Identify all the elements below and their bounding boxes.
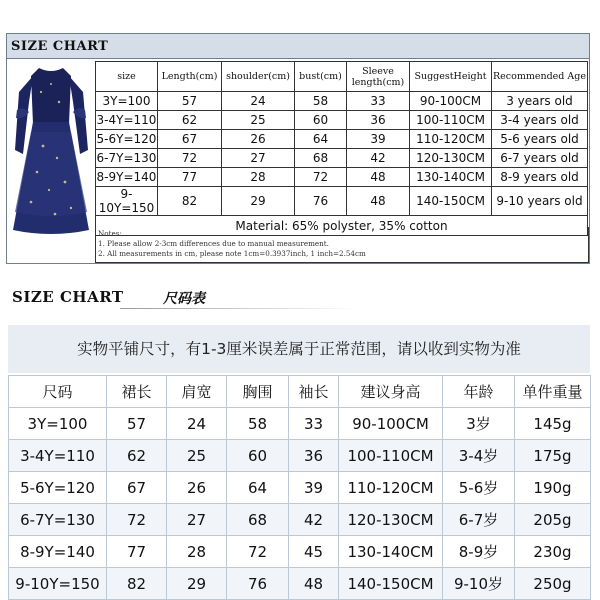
table-row [96, 130, 588, 149]
table-cell: 48 [347, 187, 410, 216]
table-row [9, 568, 591, 600]
table-cell: 145g [515, 408, 591, 440]
measurement-note: 实物平铺尺寸，有1-3厘米误差属于正常范围，请以收到实物为准 [8, 325, 590, 373]
table-cell: 3-4Y=110 [9, 440, 107, 472]
table-cell: 82 [158, 187, 222, 216]
table-cell: 39 [289, 472, 339, 504]
table-cell: 6-7Y=130 [9, 504, 107, 536]
table-row [9, 408, 591, 440]
table-cell: 140-150CM [339, 568, 443, 600]
table-cell: 36 [347, 111, 410, 130]
table-cell: 5-6Y=120 [96, 130, 158, 149]
table-cell: 24 [222, 92, 295, 111]
table-cell: 140-150CM [410, 187, 492, 216]
table-cell: 72 [295, 168, 347, 187]
table-cell: 100-110CM [339, 440, 443, 472]
table-cell: 48 [289, 568, 339, 600]
table-row [9, 536, 591, 568]
table-cell: 250g [515, 568, 591, 600]
table-cell: 60 [295, 111, 347, 130]
table-cell: 8-9Y=140 [96, 168, 158, 187]
col-header: Sleeve length(cm) [347, 62, 410, 92]
notes-heading: Notes: [98, 229, 122, 238]
table-cell: 48 [347, 168, 410, 187]
table-cell: 6-7Y=130 [96, 149, 158, 168]
table-cell: 24 [167, 408, 227, 440]
table-cell: 6-7 years old [492, 149, 588, 168]
col-header: size [96, 62, 158, 92]
table-cell: 130-140CM [339, 536, 443, 568]
table-cell: 8-9岁 [443, 536, 515, 568]
col-header: 尺码 [9, 376, 107, 408]
table-cell: 58 [295, 92, 347, 111]
table-cell: 130-140CM [410, 168, 492, 187]
table-cell: 3Y=100 [9, 408, 107, 440]
table-cell: 205g [515, 504, 591, 536]
table-cell: 27 [222, 149, 295, 168]
table-cell: 120-130CM [339, 504, 443, 536]
table-cell: 8-9Y=140 [9, 536, 107, 568]
table-cell: 72 [158, 149, 222, 168]
material-info: Material: 65% polyster, 35% cotton [96, 216, 588, 236]
table-row [9, 472, 591, 504]
note-line: 1. Please allow 2-3cm differences due to manual measurement. [98, 239, 329, 248]
table-cell: 67 [107, 472, 167, 504]
table-row [9, 440, 591, 472]
table-cell: 62 [158, 111, 222, 130]
table-cell: 77 [107, 536, 167, 568]
table-cell: 9-10Y=150 [96, 187, 158, 216]
col-header: Recommended Age [492, 62, 588, 92]
table-row [9, 504, 591, 536]
col-header: bust(cm) [295, 62, 347, 92]
table-header-row [9, 376, 591, 408]
table-cell: 33 [347, 92, 410, 111]
table-cell: 42 [289, 504, 339, 536]
table-cell: 190g [515, 472, 591, 504]
table-cell: 60 [227, 440, 289, 472]
table-cell: 33 [289, 408, 339, 440]
table-cell: 77 [158, 168, 222, 187]
col-header: 单件重量 [515, 376, 591, 408]
table-cell: 57 [158, 92, 222, 111]
table-cell: 28 [167, 536, 227, 568]
col-header: Length(cm) [158, 62, 222, 92]
table-cell: 110-120CM [339, 472, 443, 504]
table-cell: 62 [107, 440, 167, 472]
table-cell: 64 [295, 130, 347, 149]
table-cell: 28 [222, 168, 295, 187]
header-divider [120, 308, 360, 309]
table-row [96, 187, 588, 216]
table-cell: 25 [167, 440, 227, 472]
table-cell: 110-120CM [410, 130, 492, 149]
table-cell: 5-6 years old [492, 130, 588, 149]
english-size-chart [6, 33, 590, 264]
table-cell: 6-7岁 [443, 504, 515, 536]
table-cell: 82 [107, 568, 167, 600]
chinese-size-chart [8, 325, 590, 593]
table-row [96, 111, 588, 130]
table-cell: 72 [107, 504, 167, 536]
chinese-size-table [8, 375, 591, 600]
table-cell: 45 [289, 536, 339, 568]
table-cell: 76 [295, 187, 347, 216]
col-header: 胸围 [227, 376, 289, 408]
col-header: 年龄 [443, 376, 515, 408]
table-cell: 3 years old [492, 92, 588, 111]
table-cell: 3-4Y=110 [96, 111, 158, 130]
table-header-row [96, 62, 588, 92]
table-cell: 68 [227, 504, 289, 536]
table-row [96, 149, 588, 168]
note-line: 2. All measurements in cm, please note 1cm=0.3937inch, 1 inch=2.54cm [98, 249, 366, 258]
dress-product-image [11, 62, 91, 234]
table-cell: 57 [107, 408, 167, 440]
table-cell: 175g [515, 440, 591, 472]
col-header: 裙长 [107, 376, 167, 408]
table-cell: 3岁 [443, 408, 515, 440]
table-cell: 64 [227, 472, 289, 504]
table-cell: 9-10Y=150 [9, 568, 107, 600]
table-cell: 76 [227, 568, 289, 600]
english-size-table [95, 61, 588, 236]
table-cell: 29 [167, 568, 227, 600]
table-cell: 67 [158, 130, 222, 149]
table-cell: 100-110CM [410, 111, 492, 130]
table-cell: 58 [227, 408, 289, 440]
table-cell: 26 [222, 130, 295, 149]
notes-block [95, 227, 589, 263]
table-cell: 230g [515, 536, 591, 568]
table-cell: 26 [167, 472, 227, 504]
table-cell: 5-6Y=120 [9, 472, 107, 504]
table-cell: 5-6岁 [443, 472, 515, 504]
table-cell: 36 [289, 440, 339, 472]
size-chart-title: SIZE CHART [7, 34, 589, 59]
table-cell: 90-100CM [339, 408, 443, 440]
table-row [96, 168, 588, 187]
table-cell: 27 [167, 504, 227, 536]
table-cell: 42 [347, 149, 410, 168]
chinese-chart-header [0, 284, 600, 308]
header-chinese-title: 尺码表 [163, 291, 205, 307]
col-header: 袖长 [289, 376, 339, 408]
col-header: 肩宽 [167, 376, 227, 408]
table-row [96, 92, 588, 111]
table-cell: 120-130CM [410, 149, 492, 168]
table-cell: 39 [347, 130, 410, 149]
table-cell: 9-10 years old [492, 187, 588, 216]
col-header: 建议身高 [339, 376, 443, 408]
table-cell: 3Y=100 [96, 92, 158, 111]
table-cell: 72 [227, 536, 289, 568]
table-cell: 90-100CM [410, 92, 492, 111]
table-cell: 8-9 years old [492, 168, 588, 187]
col-header: shoulder(cm) [222, 62, 295, 92]
table-cell: 29 [222, 187, 295, 216]
table-cell: 3-4岁 [443, 440, 515, 472]
col-header: SuggestHeight [410, 62, 492, 92]
table-cell: 68 [295, 149, 347, 168]
header-english-title: SIZE CHART [12, 288, 124, 306]
table-cell: 3-4 years old [492, 111, 588, 130]
table-cell: 9-10岁 [443, 568, 515, 600]
table-cell: 25 [222, 111, 295, 130]
